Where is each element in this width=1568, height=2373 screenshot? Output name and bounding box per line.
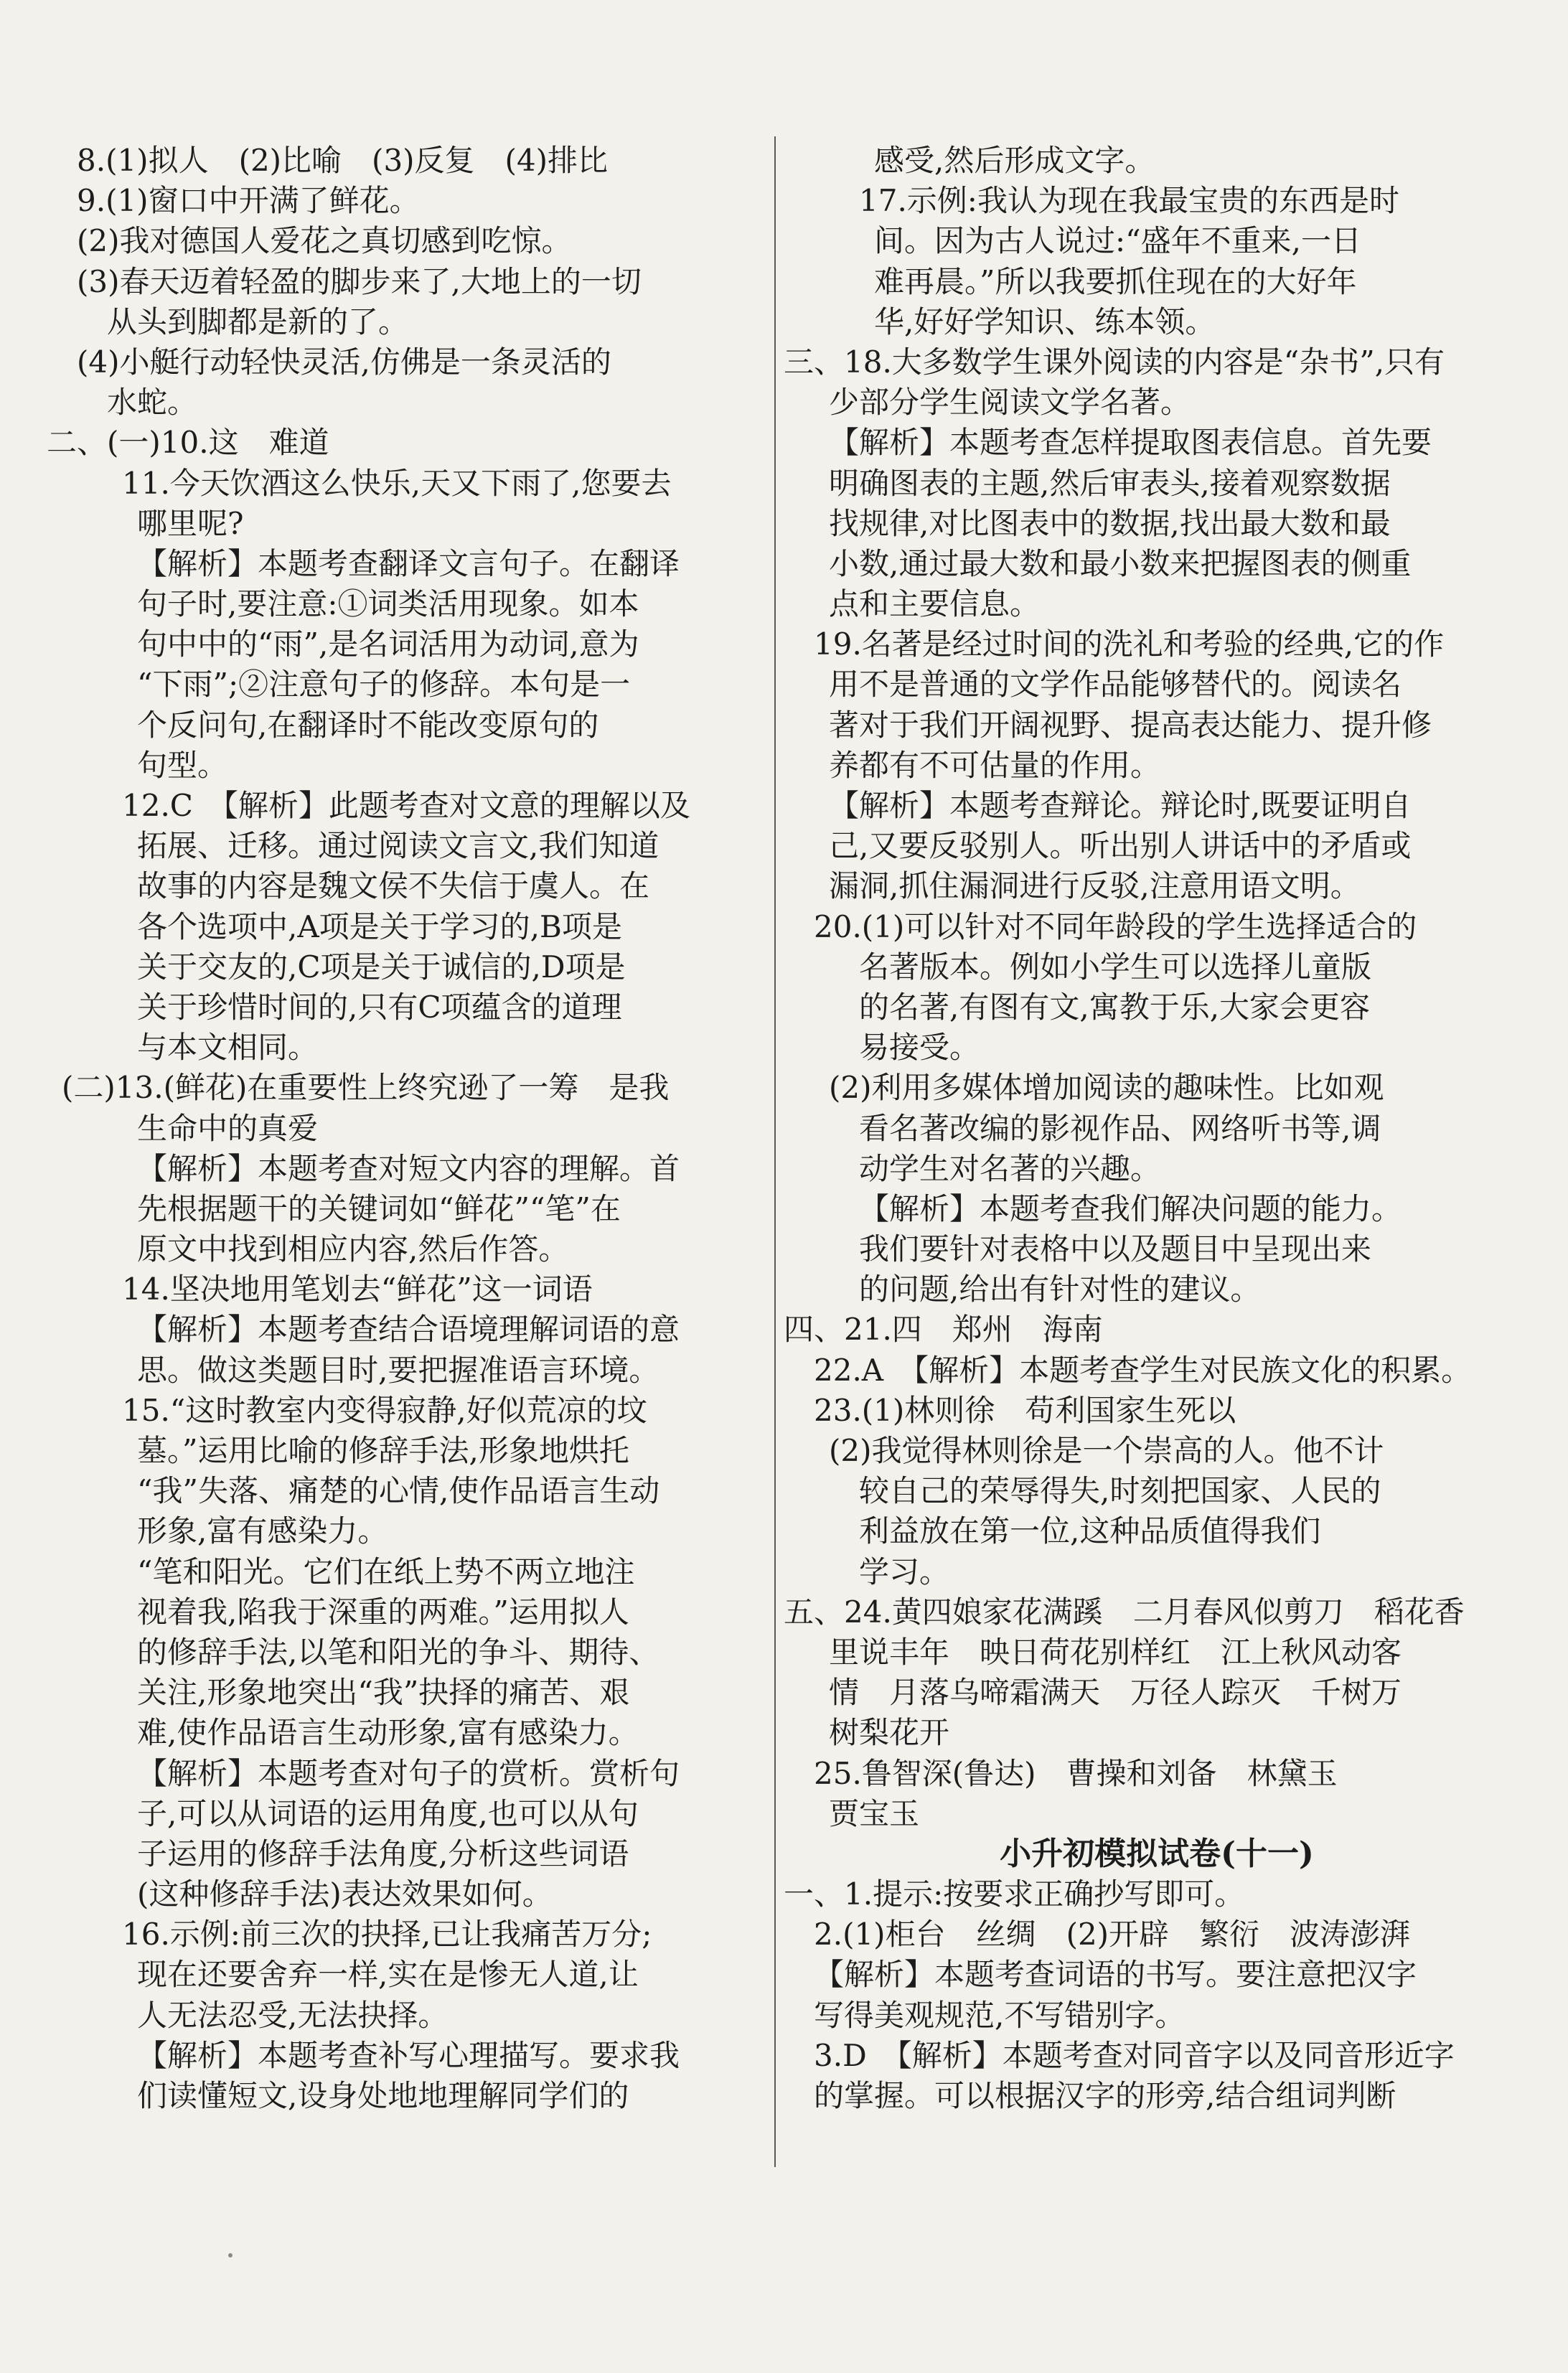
answer-line: “笔和阳光。它们在纸上势不两立地注 [137,1554,635,1589]
answer-line: 关于珍惜时间的,只有C项蕴含的道理 [137,989,622,1025]
answer-line: 3.D 【解析】本题考查对同音字以及同音形近字 [814,2037,1455,2073]
answer-line: 的问题,给出有针对性的建议。 [859,1272,1261,1307]
answer-line: 【解析】本题考查对短文内容的理解。首 [137,1150,680,1186]
answer-line: 漏洞,抓住漏洞进行反驳,注意用语文明。 [829,868,1361,904]
answer-line: (4)小艇行动轻快灵活,仿佛是一条灵活的 [77,344,611,380]
answer-line: 19.名著是经过时间的洗礼和考验的经典,它的作 [814,626,1445,662]
answer-line: 生命中的真爱 [137,1110,319,1146]
answer-line: 名著版本。例如小学生可以选择儿童版 [859,949,1372,985]
answer-line: 视着我,陷我于深重的两难。”运用拟人 [137,1594,629,1630]
answer-line: 【解析】本题考查词语的书写。要注意把汉字 [814,1957,1417,1993]
answer-line: 【解析】本题考查补写心理描写。要求我 [137,2037,680,2073]
answer-line: 个反问句,在翻译时不能改变原句的 [137,707,599,743]
answer-line: 【解析】本题考查翻译文言句子。在翻译 [137,545,680,581]
answer-line: 句子时,要注意:①词类活用现象。如本 [137,586,639,622]
answer-line: 人无法忍受,无法抉择。 [137,1997,449,2033]
answer-line: (3)春天迈着轻盈的脚步来了,大地上的一切 [77,263,642,299]
answer-line: 易接受。 [859,1030,980,1066]
answer-line: 点和主要信息。 [829,586,1041,622]
answer-line: 故事的内容是魏文侯不失信于虞人。在 [137,868,650,904]
answer-line: 【解析】本题考查对句子的赏析。赏析句 [137,1755,680,1791]
answer-line: 14.坚决地用笔划去“鲜花”这一词语 [122,1272,593,1307]
page-speck [228,2253,233,2257]
answer-line: 【解析】本题考查我们解决问题的能力。 [859,1190,1402,1226]
answer-line: 原文中找到相应内容,然后作答。 [137,1231,569,1267]
answer-line: (2)利用多媒体增加阅读的趣味性。比如观 [829,1070,1384,1106]
answer-line: 与本文相同。 [137,1030,319,1066]
answer-line: “我”失落、痛楚的心情,使作品语言生动 [137,1473,660,1509]
answer-line: 拓展、迁移。通过阅读文言文,我们知道 [137,828,659,864]
answer-line: 8.(1)拟人 (2)比喻 (3)反复 (4)排比 [47,143,609,178]
answer-line: 难,使作品语言生动形象,富有感染力。 [137,1715,639,1751]
answer-line: 子,可以从词语的运用角度,也可以从句 [137,1795,639,1831]
answer-line: 25.鲁智深(鲁达) 曹操和刘备 林黛玉 [814,1755,1338,1791]
answer-line: 水蛇。 [107,385,198,420]
answer-line: 动学生对名著的兴趣。 [859,1150,1161,1186]
answer-line: 找规律,对比图表中的数据,找出最大数和最 [829,505,1391,541]
answer-line: 【解析】本题考查怎样提取图表信息。首先要 [829,425,1432,461]
answer-line: (2)我对德国人爱花之真切感到吃惊。 [77,223,572,259]
answer-line: 关于交友的,C项是关于诚信的,D项是 [137,949,626,985]
answer-line: 23.(1)林则徐 苟利国家生死以 [814,1392,1236,1428]
answer-line: 从头到脚都是新的了。 [107,304,409,339]
answer-line: 15.“这时教室内变得寂静,好似荒凉的坟 [122,1392,647,1428]
answer-line: 学习。 [859,1554,950,1589]
answer-line: 我们要针对表格中以及题目中呈现出来 [859,1231,1372,1267]
answer-line: 养都有不可估量的作用。 [829,747,1161,783]
answer-line: 【解析】本题考查辩论。辩论时,既要证明自 [829,788,1412,823]
answer-line: (这种修辞手法)表达效果如何。 [137,1876,553,1912]
answer-line: 写得美观规范,不写错别字。 [814,1997,1186,2033]
answer-line: 较自己的荣辱得失,时刻把国家、人民的 [859,1473,1381,1509]
answer-line: 己,又要反驳别人。听出别人讲话中的矛盾或 [829,828,1412,864]
answer-line: 哪里呢? [137,505,244,541]
answer-line: 思。做这类题目时,要把握准语言环境。 [137,1352,659,1388]
answer-line: 9.(1)窗口中开满了鲜花。 [47,183,420,219]
answer-line: 间。因为古人说过:“盛年不重来,一日 [874,223,1361,259]
answer-line: 树梨花开 [829,1715,950,1751]
answer-line: 【解析】本题考查结合语境理解词语的意 [137,1312,680,1348]
answer-line: 利益放在第一位,这种品质值得我们 [859,1513,1321,1549]
answer-line: 的掌握。可以根据汉字的形旁,结合组词判断 [814,2078,1396,2113]
answer-line: 里说丰年 映日荷花别样红 江上秋风动客 [829,1634,1402,1670]
left-column [47,141,766,2116]
answer-line: 2.(1)柜台 丝绸 (2)开辟 繁衍 波涛澎湃 [814,1917,1411,1953]
column-divider [774,136,776,2167]
right-column [784,141,1530,2116]
answer-line: “下雨”;②注意句子的修辞。本句是一 [137,667,631,702]
answer-line: 子运用的修辞手法角度,分析这些词语 [137,1836,629,1871]
answer-line: 难再晨。”所以我要抓住现在的大好年 [874,263,1357,299]
answer-line: (2)我觉得林则徐是一个崇高的人。他不计 [829,1433,1384,1468]
answer-line: 先根据题干的关键词如“鲜花”“笔”在 [137,1190,621,1226]
answer-line: 22.A 【解析】本题考查学生对民族文化的积累。 [814,1352,1472,1388]
answer-line: 11.今天饮酒这么快乐,天又下雨了,您要去 [122,465,672,501]
answer-line: 看名著改编的影视作品、网络听书等,调 [859,1110,1381,1146]
answer-line: 四、21.四 郑州 海南 [784,1312,1103,1348]
answer-line: 17.示例:我认为现在我最宝贵的东西是时 [859,183,1399,219]
answer-line: 情 月落乌啼霜满天 万径人踪灭 千树万 [829,1675,1402,1711]
answer-line: 12.C 【解析】此题考查对文意的理解以及 [122,788,690,823]
answer-line: 少部分学生阅读文学名著。 [829,385,1191,420]
answer-line: 们读懂短文,设身处地地理解同学们的 [137,2078,629,2113]
answer-line: 句型。 [137,747,228,783]
section-title: 小升初模拟试卷(十一) [1000,1835,1314,1872]
answer-line: 著对于我们开阔视野、提高表达能力、提升修 [829,707,1432,743]
answer-line: 五、24.黄四娘家花满蹊 二月春风似剪刀 稻花香 [784,1594,1465,1630]
answer-line: 20.(1)可以针对不同年龄段的学生选择适合的 [814,908,1417,944]
answer-line: (二)13.(鲜花)在重要性上终究逊了一筹 是我 [62,1070,670,1106]
answer-line: 一、1.提示:按要求正确抄写即可。 [784,1876,1245,1912]
answer-line: 墓。”运用比喻的修辞手法,形象地烘托 [137,1433,629,1468]
answer-line: 华,好好学知识、练本领。 [874,304,1216,339]
answer-line: 用不是普通的文学作品能够替代的。阅读名 [829,667,1402,702]
answer-line: 关注,形象地突出“我”抉择的痛苦、艰 [137,1675,630,1711]
answer-line: 各个选项中,A项是关于学习的,B项是 [137,908,622,944]
answer-line: 贾宝玉 [829,1795,920,1831]
answer-line: 现在还要舍弃一样,实在是惨无人道,让 [137,1957,639,1993]
answer-line: 小数,通过最大数和最小数来把握图表的侧重 [829,545,1412,581]
answer-line: 句中中的“雨”,是名词活用为动词,意为 [137,626,639,662]
answer-line: 的修辞手法,以笔和阳光的争斗、期待、 [137,1634,659,1670]
answer-line: 二、(一)10.这 难道 [47,425,329,461]
answer-line: 的名著,有图有文,寓教于乐,大家会更容 [859,989,1371,1025]
answer-line: 感受,然后形成文字。 [874,143,1155,178]
answer-line: 形象,富有感染力。 [137,1513,388,1549]
answer-line: 16.示例:前三次的抉择,已让我痛苦万分; [122,1917,652,1953]
answer-line: 明确图表的主题,然后审表头,接着观察数据 [829,465,1391,501]
answer-line: 三、18.大多数学生课外阅读的内容是“杂书”,只有 [784,344,1445,380]
